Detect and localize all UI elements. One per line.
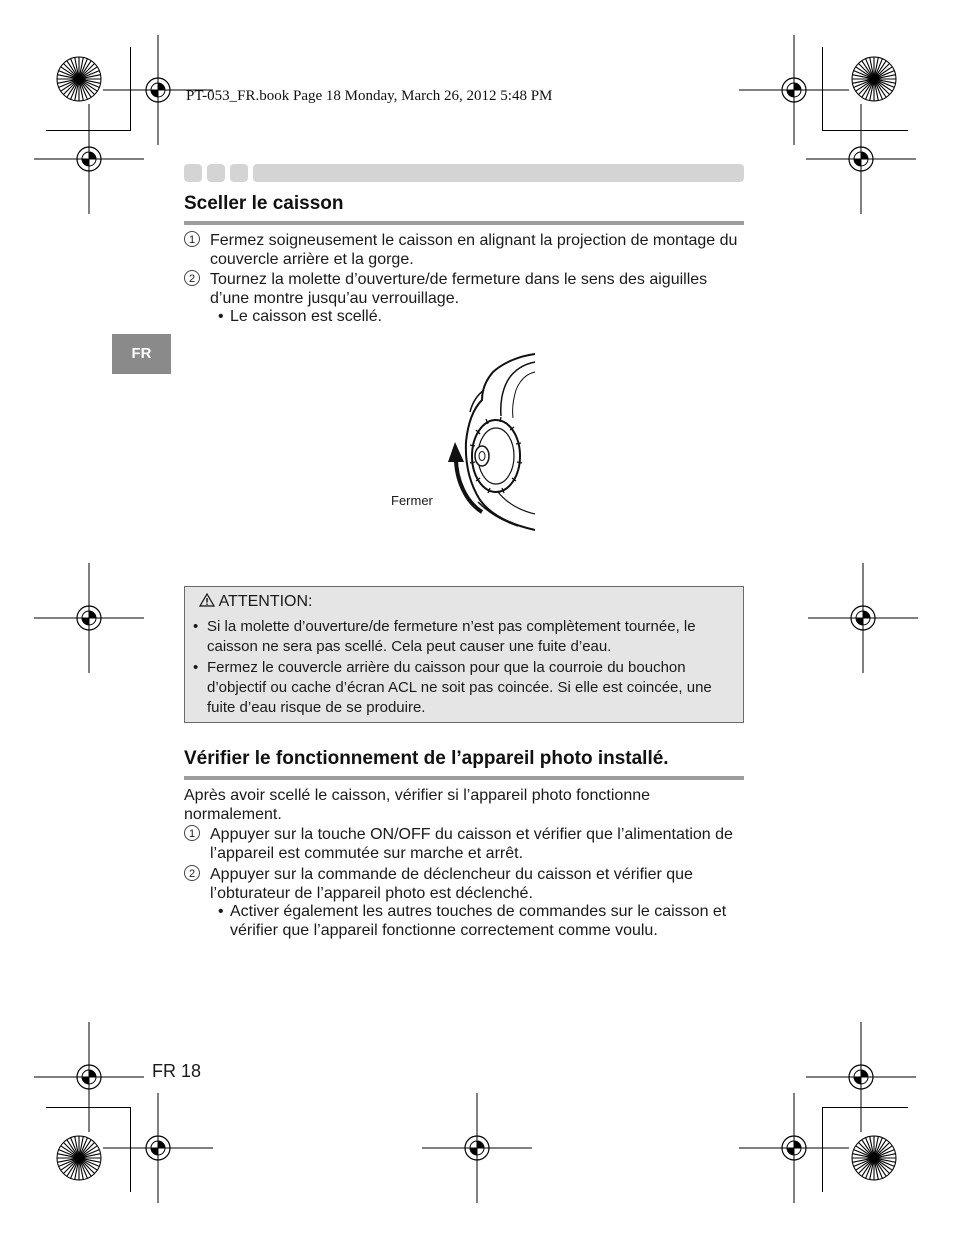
step-2 — [184, 865, 746, 903]
caution-header — [199, 593, 312, 611]
section-rule — [184, 776, 744, 780]
step-1 — [184, 825, 746, 863]
caution-box — [184, 586, 744, 723]
note-item: • Activer également les autres touches de commandes sur le caisson et vérifier que l’appareil fonctionne correctement comme voulu. — [218, 902, 744, 940]
section-rule — [184, 221, 744, 225]
note-item: • Le caisson est scellé. — [218, 307, 738, 326]
step-number: 1 — [184, 825, 200, 841]
step-text: Appuyer sur la touche ON/OFF du caisson et vérifier que l’alimentation de l’appareil est commutée sur marche et arrêt. — [210, 826, 733, 862]
caution-item: • Si la molette d’ouverture/de fermeture n’est pas complètement tournée, le caisson ne sera pas scellé. Cela peut causer une fuite d’eau. — [193, 617, 733, 657]
housing-dial-illustration — [438, 352, 538, 534]
note-text: Activer également les autres touches de commandes sur le caisson et vérifier que l’appareil fonctionne correctement comme voulu. — [230, 903, 727, 939]
warning-triangle-icon — [199, 593, 215, 607]
step-number: 2 — [184, 865, 200, 881]
caution-title: ATTENTION: — [218, 593, 313, 610]
book-header: PT-053_FR.book Page 18 Monday, March 26, 2012 5:48 PM — [186, 88, 553, 104]
caution-text: Fermez le couvercle arrière du caisson pour que la courroie du bouchon d’objectif ou cache d’écran ACL ne soit pas coincée. Si elle est coincée, une fuite d’eau risque de se produire. — [207, 659, 712, 716]
intro-paragraph: Après avoir scellé le caisson, vérifier si l’appareil photo fonctionne normalement. — [184, 787, 651, 823]
language-tab: FR — [112, 334, 171, 374]
step-text: Fermez soigneusement le caisson en alignant la projection de montage du couvercle arrière et la gorge. — [210, 232, 738, 268]
step-text: Appuyer sur la commande de déclencheur du caisson et vérifier que l’obturateur de l’appareil photo est déclenché. — [210, 866, 693, 902]
figure-label: Fermer — [391, 493, 433, 508]
note-text: Le caisson est scellé. — [230, 308, 383, 325]
step-2 — [184, 270, 746, 308]
step-number: 1 — [184, 231, 200, 247]
step-text: Tournez la molette d’ouverture/de fermeture dans le sens des aiguilles d’une montre jusqu’au verrouillage. — [210, 271, 708, 307]
section-title: Vérifier le fonctionnement de l’appareil photo installé. — [184, 748, 669, 769]
section-title: Sceller le caisson — [184, 193, 344, 214]
page-number: FR 18 — [152, 1061, 202, 1081]
caution-text: Si la molette d’ouverture/de fermeture n’est pas complètement tournée, le caisson ne sera pas scellé. Cela peut causer une fuite d’eau. — [207, 618, 696, 655]
step-number: 2 — [184, 270, 200, 286]
caution-item: • Fermez le couvercle arrière du caisson pour que la courroie du bouchon d’objectif ou cache d’écran ACL ne soit pas coincée. Si elle est coincée, une fuite d’eau risque de se produire. — [193, 658, 733, 718]
step-1 — [184, 231, 746, 269]
